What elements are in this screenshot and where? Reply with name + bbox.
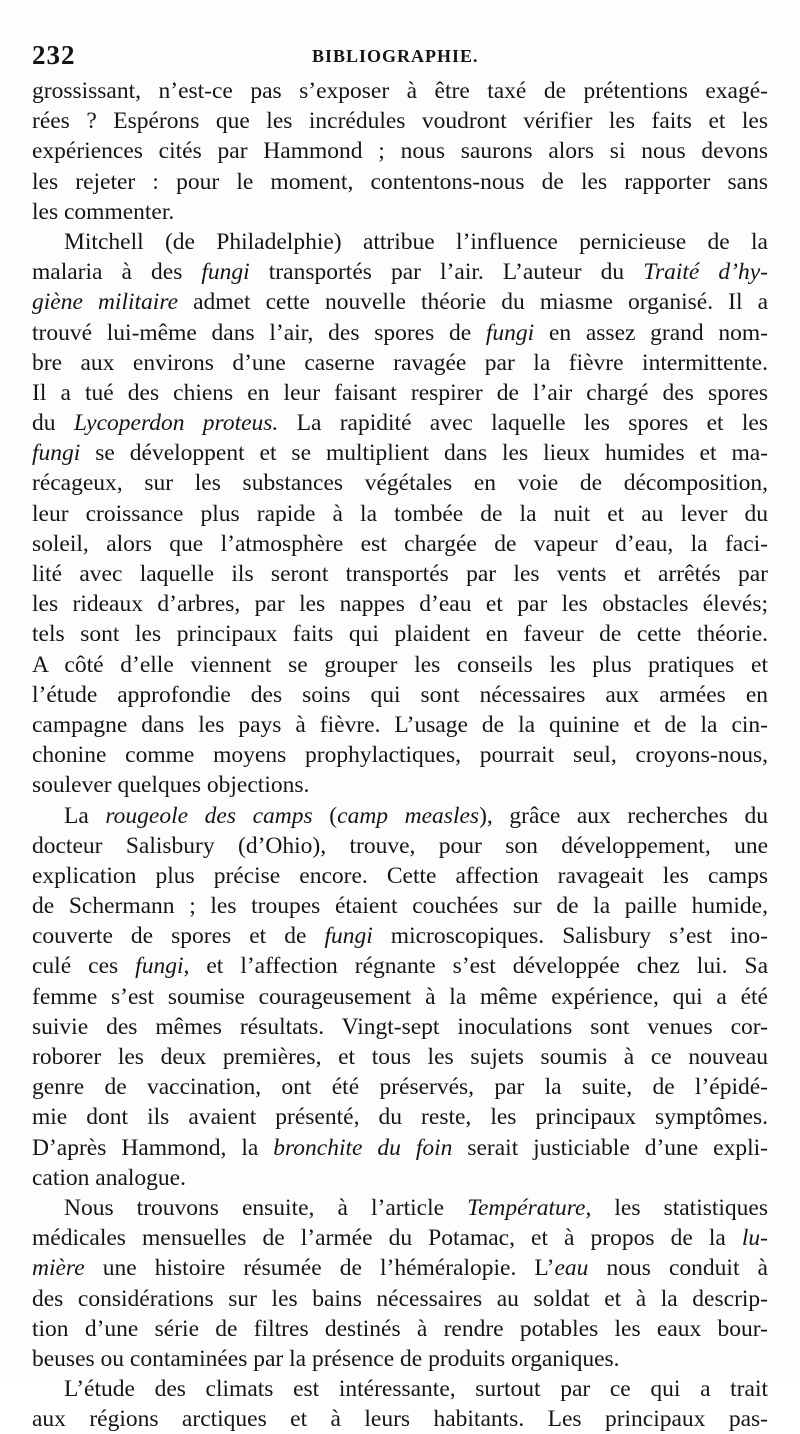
text-run: L’étude des climats est intéressante, surtout par ce qui a trait	[64, 1376, 768, 1403]
text-run: médicales mensuelles de l’armée du Potamac, et à propos de la	[32, 1225, 742, 1252]
text-line	[32, 1102, 768, 1132]
text-line	[32, 1223, 768, 1253]
text-line	[32, 680, 768, 710]
text-line	[32, 468, 768, 498]
italic-text: fungi	[201, 259, 250, 286]
text-run: ), grâce aux recherches du	[479, 802, 768, 829]
text-run: récageux, sur les substances végétales en voie de décomposition,	[32, 470, 768, 497]
text-run: Nous trouvons ensuite, à l’article	[64, 1194, 468, 1221]
text-run: tels sont les principaux faits qui plaident en faveur de cette théorie.	[32, 621, 768, 648]
text-line	[32, 710, 768, 740]
text-run: A côté d’elle viennent se grouper les conseils les plus pratiques et	[32, 651, 768, 678]
text-run: microscopiques. Salisbury s’est ino-	[372, 923, 768, 950]
text-line	[32, 740, 768, 770]
text-line	[32, 318, 768, 348]
text-line	[32, 589, 768, 619]
text-line	[32, 167, 768, 197]
italic-text: giène militaire	[32, 289, 179, 316]
text-line	[32, 378, 768, 408]
text-run: explication plus précise encore. Cette affection ravageait les camps	[32, 862, 768, 889]
italic-text: Température	[467, 1194, 586, 1221]
italic-text: Traité d’hy-	[643, 259, 768, 286]
text-run: malaria à des	[32, 259, 202, 286]
italic-text: fungi	[485, 319, 535, 346]
text-run: , les statistiques	[585, 1194, 769, 1221]
text-line	[32, 1133, 768, 1163]
text-line	[32, 801, 768, 831]
text-run: campagne dans les pays à fièvre. L’usage de la quinine et de la cin-	[32, 711, 768, 738]
italic-text: mière	[32, 1255, 85, 1282]
text-run: mie dont ils avaient présenté, du reste, les principaux symptômes.	[32, 1104, 768, 1131]
text-line	[32, 982, 768, 1012]
italic-text: fungi	[324, 923, 373, 950]
text-line	[32, 1163, 768, 1193]
text-line	[32, 559, 768, 589]
text-run: cation analogue.	[32, 1164, 186, 1191]
text-run: lité avec laquelle ils seront transportés par les vents et arrêtés par	[32, 561, 768, 587]
text-run: beuses ou contaminées par la présence de produits organiques.	[32, 1345, 620, 1372]
italic-text: lu-	[741, 1225, 768, 1252]
text-run: genre de vaccination, ont été préservés, par la suite, de l’épidé-	[32, 1074, 768, 1101]
text-line	[32, 197, 768, 227]
text-line	[32, 891, 768, 921]
text-line	[32, 1042, 768, 1072]
text-line	[32, 951, 768, 981]
text-run: une histoire résumée de l’héméralopie. L’	[84, 1255, 555, 1282]
text-line	[32, 1253, 768, 1283]
text-line	[32, 408, 768, 438]
text-run: des considérations sur les bains nécessaires au soldat et à la descrip-	[32, 1285, 768, 1312]
text-line	[32, 438, 768, 468]
body-text	[32, 76, 768, 1434]
text-run: rées ? Espérons que les incrédules voudront vérifier les faits et les	[32, 108, 768, 135]
italic-text: rougeole des camps	[105, 802, 313, 829]
text-line	[32, 1404, 768, 1434]
text-line	[32, 529, 768, 559]
text-line	[32, 861, 768, 891]
text-run: D’après Hammond, la	[32, 1134, 274, 1161]
text-line	[32, 136, 768, 166]
text-run: les rejeter : pour le moment, contentons-nous de les rapporter sans	[32, 168, 768, 195]
text-line	[32, 106, 768, 136]
text-run: admet cette nouvelle théorie du miasme organisé. Il a	[178, 289, 768, 316]
page-header	[32, 40, 760, 76]
text-run: femme s’est soumise courageusement à la même expérience, qui a été	[32, 983, 768, 1010]
text-run: bre aux environs d’une caserne ravagée par la fièvre intermittente.	[32, 349, 768, 376]
italic-text: Lycoperdon proteus.	[73, 410, 279, 437]
text-run: en assez grand nom-	[534, 319, 769, 346]
text-run: trouvé lui-même dans l’air, des spores de	[32, 319, 486, 346]
text-run: La rapidité avec laquelle les spores et les	[278, 410, 768, 437]
text-line	[32, 831, 768, 861]
text-line	[32, 1284, 768, 1314]
text-line	[32, 1314, 768, 1344]
text-run: les rideaux d’arbres, par les nappes d’eau et par les obstacles élevés;	[32, 591, 768, 618]
text-run: nous conduit à	[588, 1255, 768, 1282]
text-run: culé ces	[32, 953, 136, 980]
italic-text: fungi	[32, 440, 81, 467]
text-run: chonine comme moyens prophylactiques, pourrait seul, croyons-nous,	[32, 742, 768, 769]
text-run: suivie des mêmes résultats. Vingt-sept inoculations sont venues cor-	[32, 1013, 768, 1040]
text-line	[32, 1012, 768, 1042]
text-line	[32, 1072, 768, 1102]
text-run: soulever quelques objections.	[32, 772, 310, 799]
text-run: grossissant, n’est-ce pas s’exposer à être taxé de prétentions exagé-	[32, 78, 768, 104]
text-run: Mitchell (de Philadelphie) attribue l’influence pernicieuse de la	[64, 228, 768, 255]
text-run: serait justiciable d’une expli-	[452, 1134, 768, 1161]
text-run: docteur Salisbury (d’Ohio), trouve, pour son développement, une	[32, 832, 768, 859]
text-line	[32, 499, 768, 529]
text-run: transportés par l’air. L’auteur du	[249, 259, 644, 286]
italic-text: fungi	[135, 953, 184, 980]
text-line	[32, 921, 768, 951]
text-line	[32, 76, 768, 106]
text-run: tion d’une série de filtres destinés à rendre potables les eaux bour-	[32, 1315, 768, 1342]
text-run: de Schermann ; les troupes étaient couchées sur de la paille humide,	[32, 893, 768, 920]
text-line	[32, 1344, 768, 1374]
text-line	[32, 619, 768, 649]
italic-text: eau	[554, 1255, 589, 1282]
text-run: , et l’affection régnante s’est développée chez lui. Sa	[183, 953, 768, 980]
italic-text: bronchite du foin	[273, 1134, 453, 1161]
text-run: (	[312, 802, 338, 829]
text-line	[32, 770, 768, 800]
text-line	[32, 287, 768, 317]
text-run: l’étude approfondie des soins qui sont nécessaires aux armées en	[32, 681, 768, 708]
text-run: Il a tué des chiens en leur faisant respirer de l’air chargé des spores	[32, 379, 768, 406]
text-line	[32, 227, 768, 257]
text-line	[32, 650, 768, 680]
text-run: roborer les deux premières, et tous les sujets soumis à ce nouveau	[32, 1044, 768, 1070]
text-run: leur croissance plus rapide à la tombée de la nuit et au lever du	[32, 500, 768, 527]
text-run: soleil, alors que l’atmosphère est chargée de vapeur d’eau, la faci-	[32, 530, 768, 557]
page-number: 232	[32, 40, 76, 70]
text-line	[32, 257, 768, 287]
text-run: couverte de spores et de	[32, 923, 325, 950]
text-run: La	[64, 802, 106, 829]
text-run: aux régions arctiques et à leurs habitants. Les principaux pas-	[32, 1406, 768, 1433]
text-run: se développent et se multiplient dans les lieux humides et ma-	[80, 440, 768, 467]
text-run: du	[32, 410, 74, 437]
text-run: expériences cités par Hammond ; nous saurons alors si nous devons	[32, 138, 768, 165]
text-line	[32, 348, 768, 378]
running-title: BIBLIOGRAPHIE.	[312, 46, 479, 66]
text-run: les commenter.	[32, 198, 175, 225]
text-line	[32, 1193, 768, 1223]
italic-text: camp measles	[337, 802, 480, 829]
